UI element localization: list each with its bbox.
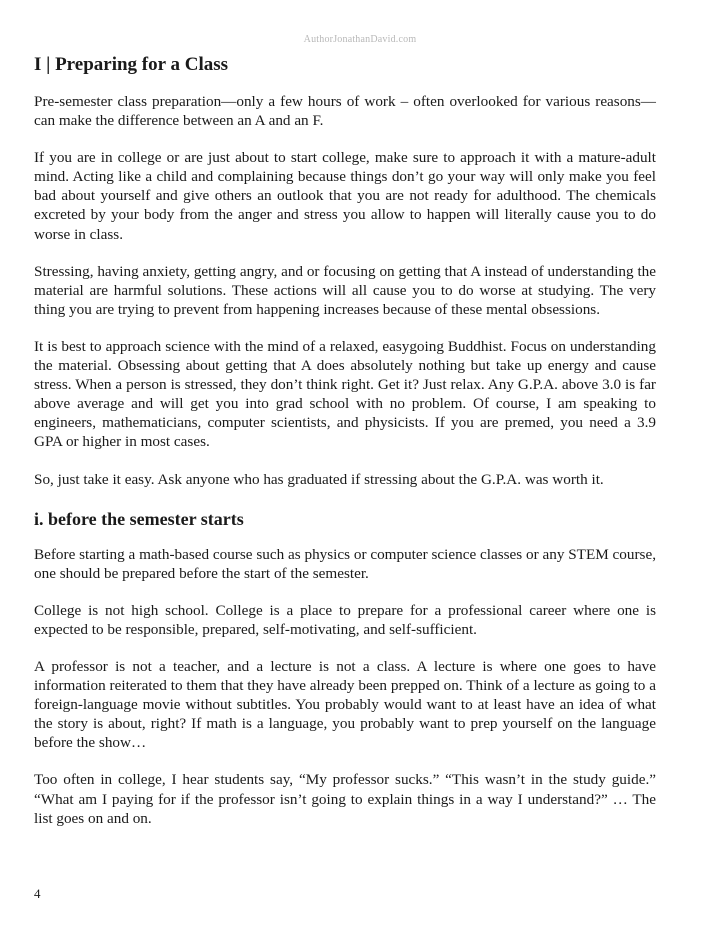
subsection-paragraph: A professor is not a teacher, and a lecture is not a class. A lecture is where one goes to have information reiterated to them that they have already been prepped on. Think of a lecture as going to a foreign-language movie without subtitles. You probably would want to at least have an idea of what the story is about, right? If math is a language, you probably want to prep yourself on the language before the show… (34, 657, 656, 752)
section-title: I | Preparing for a Class (34, 54, 229, 75)
section-paragraph: Stressing, having anxiety, getting angry, and or focusing on getting that A instead of understanding the material are harmful solutions. These actions will all cause you to do worse at studying. The very thing you are trying to prevent from happening increases because of these mental obsessions. (34, 262, 656, 318)
subsection-paragraph: College is not high school. College is a place to prepare for a professional career where one is expected to be responsible, prepared, self-motivating, and self-sufficient. (34, 601, 656, 638)
subsection-paragraph: Too often in college, I hear students say, “My professor sucks.” “This wasn’t in the study guide.” “What am I paying for if the professor isn’t going to explain things in a way I understand?” … The list goes on and on. (34, 771, 656, 827)
section-paragraph: It is best to approach science with the mind of a relaxed, easygoing Buddhist. Focus on understanding the material. Obsessing about getting that A does absolutely nothing but take up energy and cause stress. When a person is stressed, they don’t think right. Get it? Just relax. Any G.P.A. above 3.0 is far above average and will get you into grad school with no problem. Of course, I am speaking to engineers, mathematicians, computer scientists, and physicists. If you are premed, you need a 3.9 GPA or higher in most cases. (34, 337, 656, 451)
watermark-text: AuthorJonathanDavid.com (303, 34, 417, 45)
subsection-paragraph: Before starting a math-based course such as physics or computer science classes or any STEM course, one should be prepared before the start of the semester. (34, 545, 656, 582)
section-paragraph: So, just take it easy. Ask anyone who has graduated if stressing about the G.P.A. was worth it. (34, 470, 604, 488)
subsection-title: i. before the semester starts (34, 508, 244, 529)
section-paragraph: Pre-semester class preparation—only a few hours of work – often overlooked for various reasons—can make the difference between an A and an F. (34, 93, 656, 130)
section-paragraph: If you are in college or are just about to start college, make sure to approach it with a mature-adult mind. Acting like a child and complaining because things don’t go your way will only make you feel bad about yourself and give others an outlook that you are not ready for adulthood. The chemicals excreted by your body from the anger and stress you allow to happen will literally cause you to do worse in class. (34, 149, 656, 243)
page-content (34, 52, 656, 846)
page-number: 4 (34, 886, 41, 901)
